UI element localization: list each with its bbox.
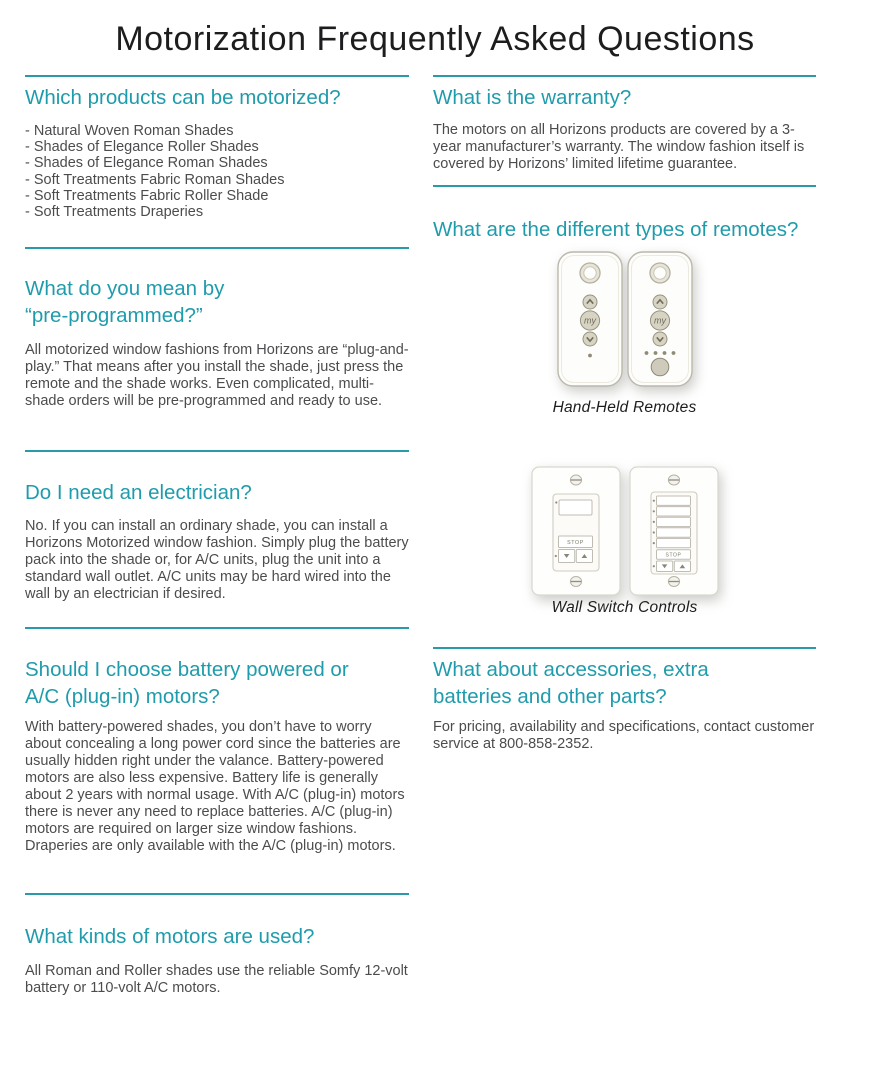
- heading-line: What about accessories, extra: [433, 658, 709, 681]
- screw-icon: [570, 577, 581, 587]
- paragraph-accessories: For pricing, availability and specifications, contact customer service at 800-858-2352.: [433, 719, 815, 752]
- indicator-dot: [555, 501, 557, 503]
- paragraph-preprogrammed: All motorized window fashions from Horizons are “plug-and-play.” That means after you install the shade, just press the remote and the shade works. Even complicated, multi-shade orders will be pre-programmed and ready to use.: [25, 342, 409, 409]
- channel-button: [559, 500, 592, 515]
- heading-line: What do you mean by: [25, 277, 225, 300]
- stop-button: [657, 550, 691, 559]
- stop-button: [559, 536, 593, 548]
- remote-left: [558, 252, 622, 386]
- section-divider: [25, 247, 409, 249]
- heading-line: A/C (plug-in) motors?: [25, 685, 220, 708]
- down-button-icon: [653, 332, 667, 346]
- screw-icon: [570, 475, 581, 485]
- section-divider: [25, 450, 409, 452]
- section-divider: [25, 75, 409, 77]
- list-item: - Shades of Elegance Roller Shades: [25, 139, 259, 156]
- up-button-icon: [583, 295, 597, 309]
- channel-buttons: [653, 496, 691, 548]
- section-divider: [433, 75, 816, 77]
- list-item: - Soft Treatments Fabric Roller Shade: [25, 187, 269, 204]
- section-divider: [25, 627, 409, 629]
- paragraph-battery: With battery-powered shades, you don’t have to worry about concealing a long power cord since the batteries are usually hidden right under the valance. Battery-powered motors are also less expensive. Battery life is generally about 2 years with normal usage. With A/C (plug-in) motors there is never any need to replace batteries. A/C (plug-in) motors are required on larger size window fashions. Draperies are only available with the A/C (plug-in) motors.: [25, 719, 405, 854]
- left-column: [25, 75, 409, 1035]
- wall-switch-multi: [630, 467, 718, 595]
- list-item: - Soft Treatments Draperies: [25, 204, 204, 221]
- down-button-icon: [559, 550, 575, 563]
- my-button: [650, 311, 669, 330]
- section-divider: [25, 893, 409, 895]
- wall-switch-controls-image: [530, 464, 720, 600]
- page-title: Motorization Frequently Asked Questions: [115, 20, 755, 58]
- heading-line: batteries and other parts?: [433, 685, 667, 708]
- section-divider: [433, 647, 816, 649]
- up-button-icon: [653, 295, 667, 309]
- stop-button-label: STOP: [665, 552, 682, 559]
- heading-line: “pre-programmed?”: [25, 304, 203, 327]
- handheld-remotes-caption: Hand-Held Remotes: [552, 399, 697, 416]
- heading-motors: What kinds of motors are used?: [25, 925, 315, 948]
- indicator-dot: [653, 565, 655, 567]
- hand-held-remotes-image: [550, 250, 700, 396]
- down-button-icon: [657, 561, 673, 572]
- paragraph-motors: All Roman and Roller shades use the reliable Somfy 12-volt battery or 110-volt A/C motors.: [25, 963, 408, 996]
- screw-icon: [668, 475, 679, 485]
- my-button-label: my: [584, 315, 596, 326]
- up-button-icon: [674, 561, 690, 572]
- channel-indicator-dot: [588, 354, 592, 358]
- wall-switch-caption: Wall Switch Controls: [551, 599, 698, 616]
- list-item: - Soft Treatments Fabric Roman Shades: [25, 171, 285, 188]
- my-button-label: my: [654, 315, 666, 326]
- indicator-dot: [555, 555, 557, 557]
- up-button-icon: [576, 550, 592, 563]
- section-divider: [433, 185, 816, 187]
- my-button: [580, 311, 599, 330]
- wall-switch-single: [532, 467, 620, 595]
- heading-accessories: [433, 656, 816, 710]
- heading-battery: [25, 656, 409, 710]
- heading-line: Should I choose battery powered or: [25, 658, 349, 681]
- channel-select-button: [651, 358, 669, 376]
- right-column: [433, 75, 816, 1035]
- remote-right: [628, 252, 692, 386]
- paragraph-warranty: The motors on all Horizons products are covered by a 3-year manufacturer’s warranty. The window fashion itself is covered by Horizons’ limited lifetime guarantee.: [433, 122, 805, 172]
- stop-button-label: STOP: [567, 540, 584, 546]
- paragraph-electrician: No. If you can install an ordinary shade, you can install a Horizons Motorized window fashion. Simply plug the battery pack into the shade or, for A/C units, plug the unit into a standard wall outlet. A/C units may be hard wired into the wall by an electrician if desired.: [25, 518, 409, 602]
- heading-preprogrammed: [25, 275, 409, 329]
- list-item: - Natural Woven Roman Shades: [25, 123, 234, 139]
- heading-remotes: What are the different types of remotes?: [433, 218, 799, 241]
- heading-products: Which products can be motorized?: [25, 86, 341, 109]
- down-button-icon: [583, 332, 597, 346]
- product-list: [25, 123, 285, 220]
- heading-electrician: Do I need an electrician?: [25, 481, 252, 504]
- lanyard-hole-icon: [580, 263, 600, 283]
- lanyard-hole-icon: [650, 263, 670, 283]
- heading-warranty: What is the warranty?: [433, 86, 632, 109]
- screw-icon: [668, 577, 679, 587]
- list-item: - Shades of Elegance Roman Shades: [25, 155, 268, 172]
